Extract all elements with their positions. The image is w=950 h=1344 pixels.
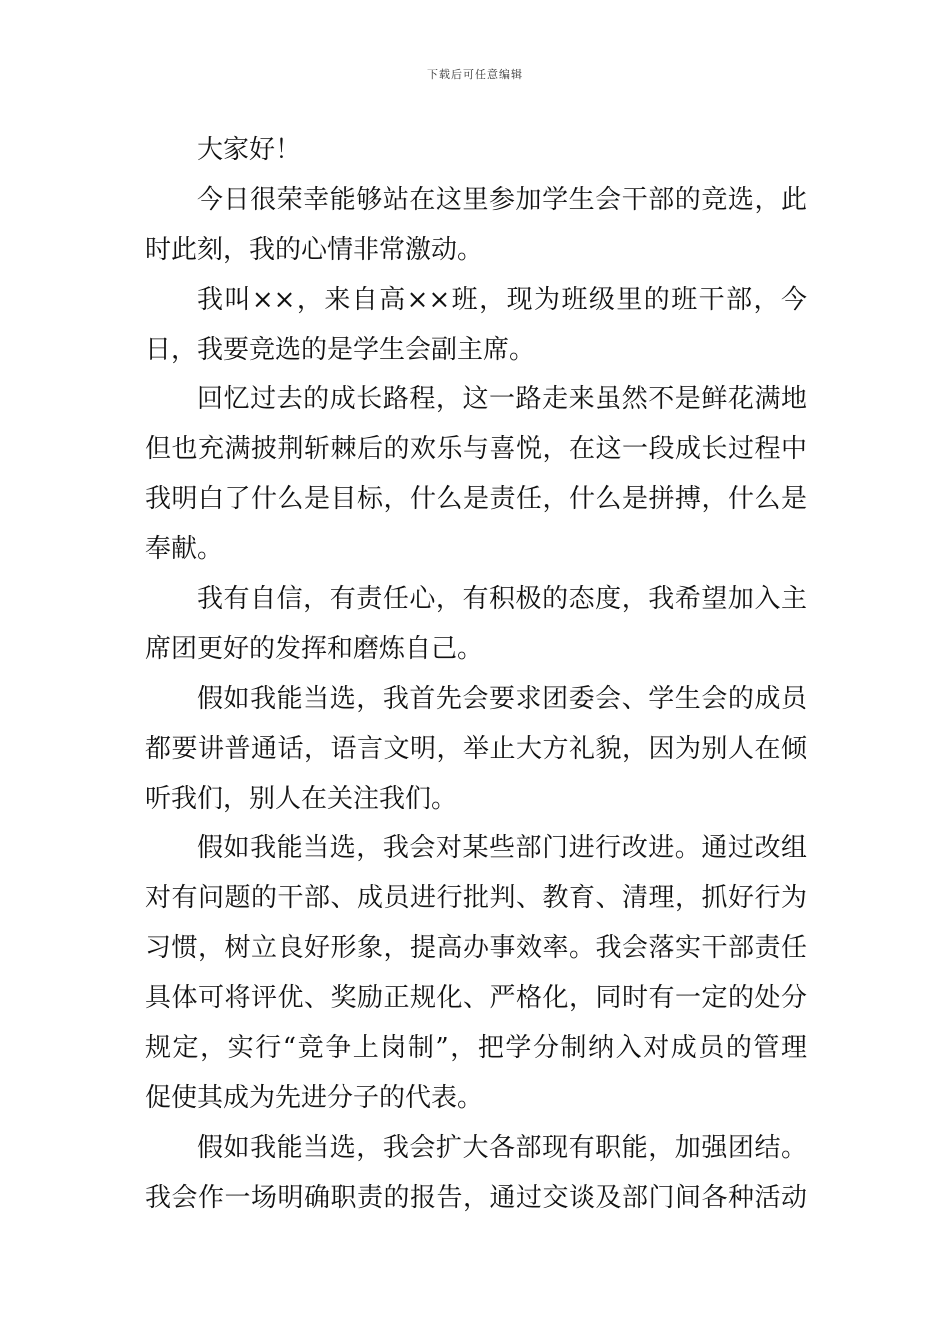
text-line: 假如我能当选，我会对某些部门进行改进。通过改组 [197,833,807,864]
text-line: 回忆过去的成长路程，这一路走来虽然不是鲜花满地 [197,384,807,415]
text-line: 日，我要竞选的是学生会副主席。 [145,334,536,365]
text-line: 时此刻，我的心情非常激动。 [145,234,484,265]
text-line: 我叫××，来自高××班，现为班级里的班干部，今 [197,284,807,315]
text-line: 今日很荣幸能够站在这里参加学生会干部的竞选，此 [197,184,807,215]
text-line: 具体可将评优、奖励正规化、严格化，同时有一定的处分 [145,983,807,1014]
page-header: 下载后可任意编辑 [427,68,523,81]
text-line: 听我们，别人在关注我们。 [145,783,458,814]
text-line: 我有自信，有责任心，有积极的态度，我希望加入主 [197,584,807,615]
text-line: 但也充满披荆斩棘后的欢乐与喜悦，在这一段成长过程中 [145,434,807,465]
text-line: 假如我能当选，我会扩大各部现有职能，加强团结。 [197,1132,807,1163]
text-line: 奉献。 [145,534,224,565]
text-line: 席团更好的发挥和磨炼自己。 [145,633,484,664]
text-line: 我明白了什么是目标，什么是责任，什么是拼搏，什么是 [145,484,807,515]
text-line: 促使其成为先进分子的代表。 [145,1082,484,1113]
text-line: 假如我能当选，我首先会要求团委会、学生会的成员 [197,683,807,714]
text-line: 大家好！ [197,135,302,165]
text-line: 都要讲普通话，语言文明，举止大方礼貌，因为别人在倾 [145,733,807,764]
text-line: 对有问题的干部、成员进行批判、教育、清理，抓好行为 [145,883,807,914]
text-line: 规定，实行“竞争上岗制”，把学分制纳入对成员的管理 [145,1033,807,1064]
text-line: 习惯，树立良好形象，提高办事效率。我会落实干部责任 [145,933,807,964]
document-body [145,126,807,1224]
text-line: 我会作一场明确职责的报告，通过交谈及部门间各种活动 [145,1182,807,1213]
